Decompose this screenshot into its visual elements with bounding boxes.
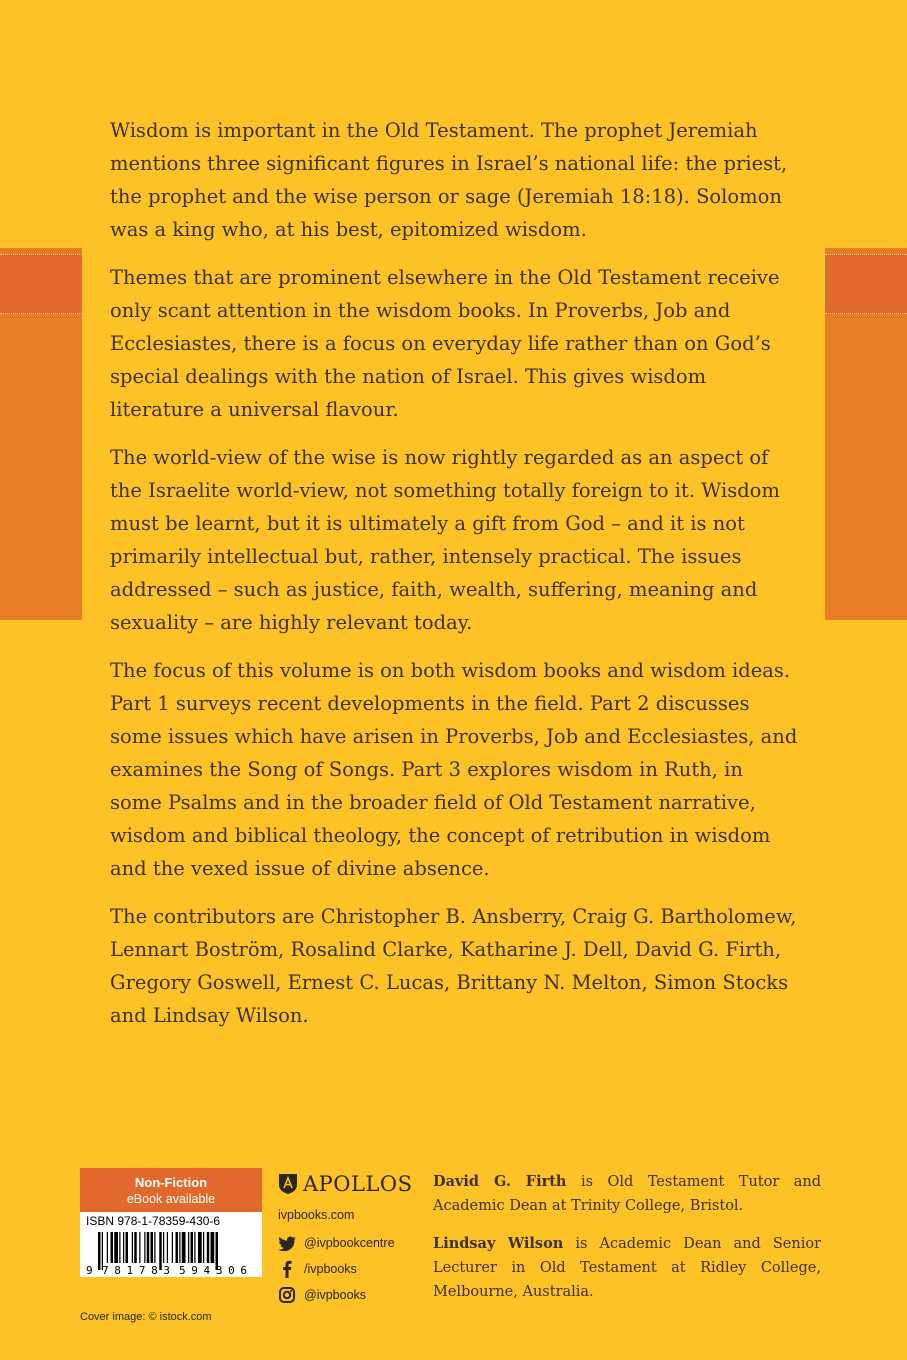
bio-name: Lindsay Wilson xyxy=(433,1235,564,1252)
cover-credit: Cover image: © istock.com xyxy=(80,1311,212,1323)
barcode-bar xyxy=(163,1232,164,1263)
facebook-handle: /ivpbooks xyxy=(304,1262,357,1276)
barcode-bar xyxy=(126,1232,129,1263)
barcode-bar xyxy=(139,1232,140,1263)
barcode-bar xyxy=(191,1232,194,1263)
barcode-bar xyxy=(194,1232,195,1263)
twitter-icon xyxy=(278,1234,296,1252)
barcode-bar xyxy=(188,1232,189,1263)
barcode-bar xyxy=(179,1232,180,1263)
ebook-label: eBook available xyxy=(126,1192,216,1206)
barcode-bar xyxy=(123,1232,124,1263)
blurb-paragraph-3: The world-view of the wise is now rightly regarded as an aspect of the Israelite world-view, not something totally foreign to it. Wisdom must be learnt, but it is ultimately a gift from God – and it is not primarily intellectual but, rather, intensely practical. The issues addressed – such as justice, faith, wealth, suffering, meaning and sexuality – are highly relevant today. xyxy=(110,446,780,634)
blurb-paragraph-1: Wisdom is important in the Old Testament. The prophet Jeremiah mentions three significant figures in Israel’s national life: the priest, the prophet and the wise person or sage (Jeremiah 18:18). Solomon was a king who, at his best, epitomized wisdom. xyxy=(110,119,788,241)
isbn-number: ISBN 978-1-78359-430-6 xyxy=(86,1214,221,1228)
barcode-bar xyxy=(107,1232,108,1263)
bio-firth xyxy=(433,1170,821,1218)
instagram-icon xyxy=(278,1286,296,1304)
barcode-bar xyxy=(172,1232,173,1263)
social-instagram[interactable] xyxy=(278,1282,418,1308)
apollos-shield-icon xyxy=(278,1173,298,1195)
barcode-bar xyxy=(203,1232,204,1263)
category-label: Non-Fiction xyxy=(134,1175,208,1190)
barcode-bar xyxy=(182,1232,186,1263)
blurb xyxy=(110,114,800,1047)
decorative-band-right xyxy=(825,248,907,620)
barcode-bar xyxy=(134,1232,137,1263)
bio-name: David G. Firth xyxy=(433,1173,567,1190)
barcode-bar xyxy=(111,1232,114,1263)
bio-text: is Academic Dean and Senior Lecturer in Old Testament at Ridley College, Melbourne, Australia. xyxy=(433,1236,821,1300)
barcode-bar xyxy=(207,1232,210,1263)
author-bios xyxy=(433,1170,821,1318)
barcode-bar xyxy=(176,1232,179,1263)
barcode-digit-first: 9 xyxy=(86,1264,93,1276)
barcode-bar xyxy=(114,1232,118,1263)
barcode-bar xyxy=(151,1232,154,1263)
barcode xyxy=(86,1232,258,1276)
isbn-label xyxy=(80,1168,262,1277)
barcode-bar xyxy=(147,1232,150,1263)
facebook-icon xyxy=(278,1260,296,1278)
band-stripe xyxy=(0,254,82,314)
bio-wilson xyxy=(433,1232,821,1304)
barcode-bar xyxy=(211,1232,215,1263)
category-header xyxy=(80,1168,262,1212)
publisher-website[interactable]: ivpbooks.com xyxy=(278,1208,355,1222)
social-facebook[interactable] xyxy=(278,1256,418,1282)
barcode-bar xyxy=(198,1232,202,1263)
publisher-name: APOLLOS xyxy=(303,1172,413,1196)
band-stripe xyxy=(825,254,907,314)
decorative-band-left xyxy=(0,248,82,620)
blurb-paragraph-5: The contributors are Christopher B. Ansberry, Craig G. Bartholomew, Lennart Boström, Rosalind Clarke, Katharine J. Dell, David G. Firth, Gregory Goswell, Ernest C. Lucas, Brittany N. Melton, Simon Stocks and Lindsay Wilson. xyxy=(110,905,797,1027)
barcode-bar xyxy=(119,1232,120,1263)
instagram-handle: @ivpbooks xyxy=(304,1288,367,1302)
barcode-bar xyxy=(154,1232,155,1263)
twitter-handle: @ivpbookcentre xyxy=(304,1236,395,1250)
publisher-block xyxy=(278,1172,418,1308)
blurb-paragraph-2: Themes that are prominent elsewhere in the Old Testament receive only scant attention in the wisdom books. In Proverbs, Job and Ecclesiastes, there is a focus on everyday life rather than on God’s special dealings with the nation of Israel. This gives wisdom literature a universal flavour. xyxy=(110,266,780,421)
barcode-bar xyxy=(144,1232,145,1263)
blurb-paragraph-4: The focus of this volume is on both wisdom books and wisdom ideas. Part 1 surveys recent developments in the field. Part 2 discusses some issues which have arisen in Proverbs, Job and Ecclesiastes, and examines the Song of Songs. Part 3 explores wisdom in Ruth, in some Psalms and in the broader field of Old Testament narrative, wisdom and biblical theology, the concept of retribution in wisdom and the vexed issue of divine absence. xyxy=(110,659,798,880)
social-twitter[interactable] xyxy=(278,1230,418,1256)
bio-text: is Old Testament Tutor and Academic Dean at Trinity College, Bristol. xyxy=(433,1174,822,1214)
apollos-logo xyxy=(278,1172,418,1196)
barcode-digits-left: 781783 xyxy=(102,1264,170,1276)
barcode-bar xyxy=(132,1232,133,1263)
barcode-bar xyxy=(159,1232,162,1270)
barcode-bar xyxy=(98,1232,101,1270)
barcode-bar xyxy=(167,1232,168,1263)
barcode-digits-right: 594306 xyxy=(179,1264,247,1276)
